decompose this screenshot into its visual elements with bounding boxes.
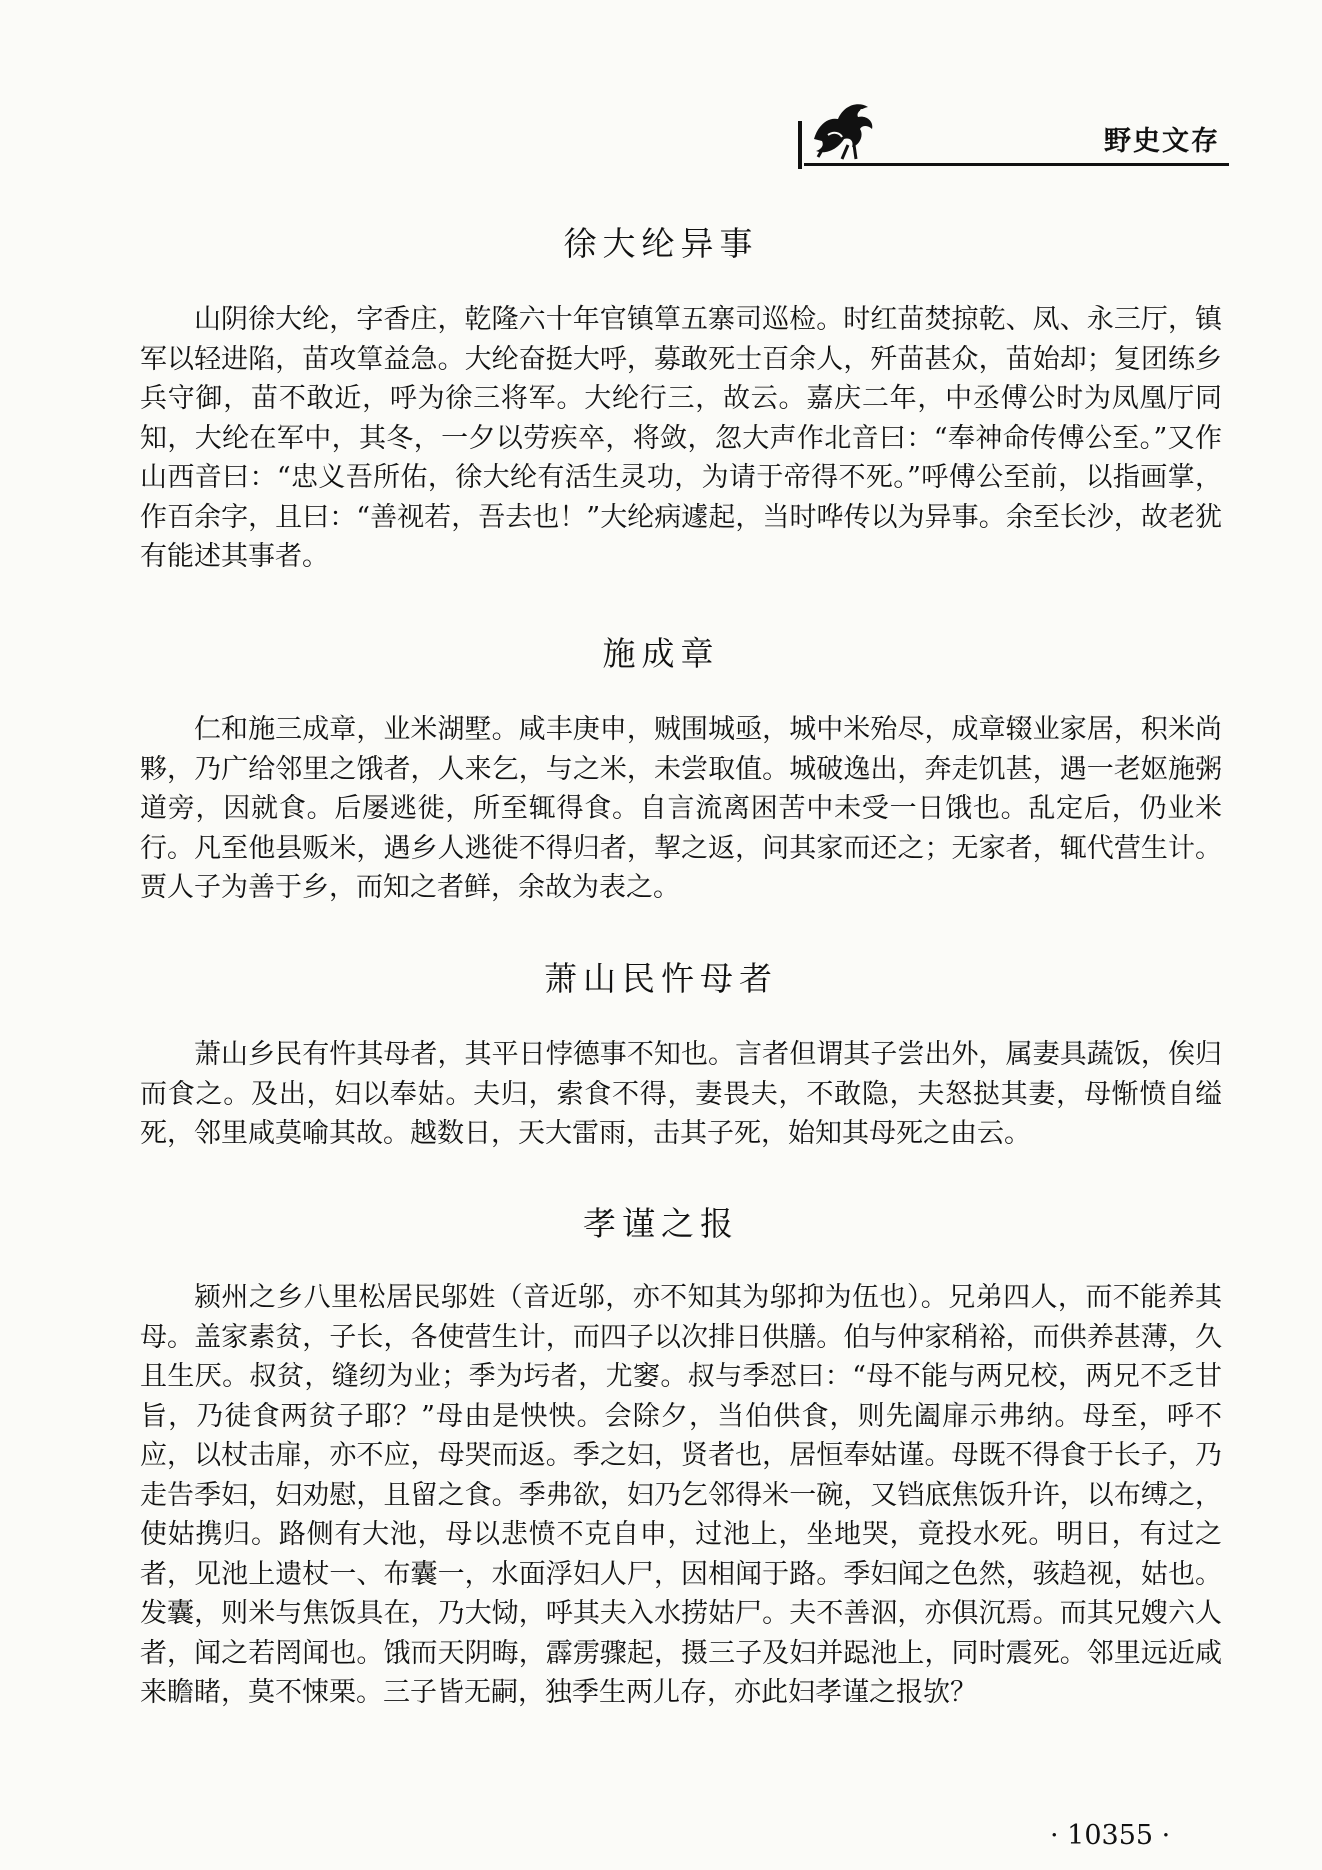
running-header	[790, 95, 1230, 175]
article-body: 仁和施三成章，业米湖墅。咸丰庚申，贼围城亟，城中米殆尽，成章辍业家居，积米尚夥，乃广给邻里之饿者，人来乞，与之米，未尝取值。城破逸出，奔走饥甚，遇一老妪施粥道旁，因就食。后屡逃徙，所至辄得食。自言流离困苦中未受一日饿也。乱定后，仍业米行。凡至他县贩米，遇乡人逃徙不得归者，挈之返，问其家而还之；无家者，辄代营生计。贾人子为善于乡，而知之者鲜，余故为表之。	[140, 714, 1222, 903]
article-title: 孝谨之报	[583, 1204, 739, 1243]
article-title: 徐大纶异事	[563, 224, 759, 263]
header-rule	[804, 163, 1229, 166]
article-body: 萧山乡民有忤其母者，其平日悖德事不知也。言者但谓其子尝出外，属妻具蔬饭，俟归而食之。及出，妇以奉姑。夫归，索食不得，妻畏夫，不敢隐，夫怒挞其妻，母惭愤自缢死，邻里咸莫喻其故。越数日，天大雷雨，击其子死，始知其母死之由云。	[140, 1039, 1222, 1149]
article-body: 颍州之乡八里松居民邬姓（音近邬，亦不知其为邬抑为伍也）。兄弟四人，而不能养其母。盖家素贫，子长，各使营生计，而四子以次排日供膳。伯与仲家稍裕，而供养甚薄，久且生厌。叔贫，缝纫为业；季为圬者，尤窭。叔与季怼曰：“母不能与两兄校，两兄不乏甘旨，乃徒食两贫子耶？”母由是怏怏。会除夕，当伯供食，则先阖扉示弗纳。母至，呼不应，以杖击扉，亦不应，母哭而返。季之妇，贤者也，居恒奉姑谨。母既不得食于长子，乃走告季妇，妇劝慰，且留之食。季弗欲，妇乃乞邻得米一碗，又铛底焦饭升许，以布缚之，使姑携归。路侧有大池，母以悲愤不克自申，过池上，坐地哭，竟投水死。明日，有过之者，见池上遗杖一、布囊一，水面浮妇人尸，因相闻于路。季妇闻之色然，骇趋视，姑也。发囊，则米与焦饭具在，乃大恸，呼其夫入水捞姑尸。夫不善泅，亦俱沉焉。而其兄嫂六人者，闻之若罔闻也。饿而天阴晦，霹雳骤起，摄三子及妇并跽池上，同时震死。邻里远近咸来瞻睹，莫不悚栗。三子皆无嗣，独季生两儿存，亦此妇孝谨之报欤？	[140, 1282, 1222, 1708]
series-title: 野史文存	[1104, 126, 1220, 157]
article-body: 山阴徐大纶，字香庄，乾隆六十年官镇筸五寨司巡检。时红苗焚掠乾、凤、永三厅，镇军以轻进陷，苗攻筸益急。大纶奋挺大呼，募敢死士百余人，歼苗甚众，苗始却；复团练乡兵守御，苗不敢近，呼为徐三将军。大纶行三，故云。嘉庆二年，中丞傅公时为凤凰厅同知，大纶在军中，其冬，一夕以劳疾卒，将敛，忽大声作北音曰：“奉神命传傅公至。”又作山西音曰：“忠义吾所佑，徐大纶有活生灵功，为请于帝得不死。”呼傅公至前，以指画掌，作百余字，且曰：“善视若，吾去也！”大纶病遽起，当时哗传以为异事。余至长沙，故老犹有能述其事者。	[140, 304, 1222, 572]
article-title: 萧山民忤母者	[544, 959, 778, 998]
header-vertical-rule	[798, 121, 802, 169]
dragon-icon	[808, 95, 878, 161]
article-title: 施成章	[602, 634, 720, 673]
page-number: · 10355 ·	[1050, 1820, 1171, 1851]
